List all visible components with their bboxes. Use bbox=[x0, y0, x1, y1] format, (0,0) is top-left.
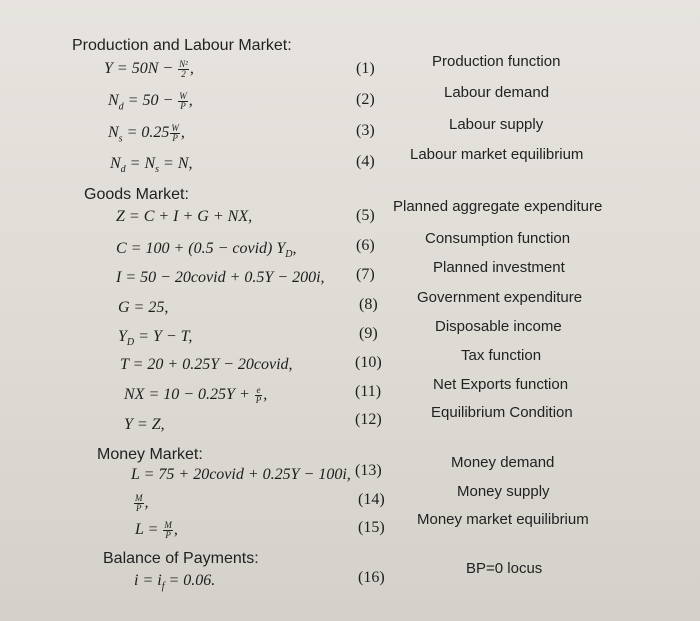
equation-description: BP=0 locus bbox=[466, 560, 543, 577]
section-goods-market: Goods Market: bbox=[84, 186, 189, 203]
section-balance-of-payments: Balance of Payments: bbox=[103, 550, 259, 567]
equation-description: Money supply bbox=[457, 483, 550, 500]
equation-8: G = 25, bbox=[118, 299, 169, 316]
equation-16: $i = i_f = 0.06$. bbox=[134, 572, 216, 593]
equation-number: (4) bbox=[356, 153, 375, 170]
equation-number: (13) bbox=[355, 462, 382, 479]
equation-description: Equilibrium Condition bbox=[431, 404, 573, 421]
equation-number: (9) bbox=[359, 325, 378, 342]
equation-number: (2) bbox=[356, 91, 375, 108]
equation-description: Disposable income bbox=[435, 318, 562, 335]
equation-5: Z = C + I + G + NX, bbox=[116, 208, 253, 225]
equation-number: (5) bbox=[356, 207, 375, 224]
equation-description: Consumption function bbox=[425, 230, 571, 247]
equation-description: Production function bbox=[432, 53, 561, 70]
equation-description: Money demand bbox=[451, 454, 555, 471]
equation-7: I = 50 − 20covid + 0.5Y − 200i, bbox=[116, 269, 325, 286]
equation-3: $N_s = 0.25$ $\frac{W}{P}$ , bbox=[108, 123, 185, 145]
equation-number: (3) bbox=[356, 122, 375, 139]
equation-number: (6) bbox=[356, 237, 375, 254]
equation-2: $N_d = 50$ − $\frac{W}{P}$ , bbox=[108, 91, 193, 113]
equation-10: T = 20 + 0.25Y − 20covid, bbox=[120, 356, 293, 373]
equation-4: $N_d = N_s = N$, bbox=[110, 155, 193, 176]
equation-number: (16) bbox=[358, 569, 385, 586]
equation-number: (1) bbox=[356, 60, 375, 77]
equation-1: Y = 50N − $\frac{\text{N²}}{2}$ , bbox=[104, 59, 194, 79]
section-production-labour: Production and Labour Market: bbox=[72, 37, 292, 54]
equation-9: $Y_D = Y - T$, bbox=[118, 328, 193, 349]
equation-15: L = $\frac{M}{P}$ , bbox=[135, 520, 178, 540]
equation-description: Planned investment bbox=[433, 259, 565, 276]
equation-description: Labour market equilibrium bbox=[410, 146, 584, 163]
equation-11: NX = 10 − 0.25Y + $\frac{e}{P}$ , bbox=[124, 385, 268, 405]
equation-description: Labour supply bbox=[449, 116, 544, 133]
equation-14: $\frac{M}{P}$ , bbox=[135, 493, 149, 513]
equation-number: (7) bbox=[356, 266, 375, 283]
equation-number: (10) bbox=[355, 354, 382, 371]
section-money-market: Money Market: bbox=[97, 446, 203, 463]
equation-number: (14) bbox=[358, 491, 385, 508]
equation-number: (12) bbox=[355, 411, 382, 428]
equation-13: L = 75 + 20covid + 0.25Y − 100i, bbox=[131, 466, 351, 483]
equation-description: Tax function bbox=[461, 347, 542, 364]
equation-12: Y = Z, bbox=[124, 416, 165, 433]
equation-description: Labour demand bbox=[444, 84, 550, 101]
equation-number: (15) bbox=[358, 519, 385, 536]
equation-description: Government expenditure bbox=[417, 289, 583, 306]
equation-number: (8) bbox=[359, 296, 378, 313]
equation-description: Net Exports function bbox=[433, 376, 569, 393]
equation-description: Money market equilibrium bbox=[417, 511, 589, 528]
equation-6: C = 100 + (0.5 − covid) $Y_D$, bbox=[116, 240, 297, 261]
equation-description: Planned aggregate expenditure bbox=[393, 198, 603, 215]
equation-number: (11) bbox=[355, 383, 382, 400]
